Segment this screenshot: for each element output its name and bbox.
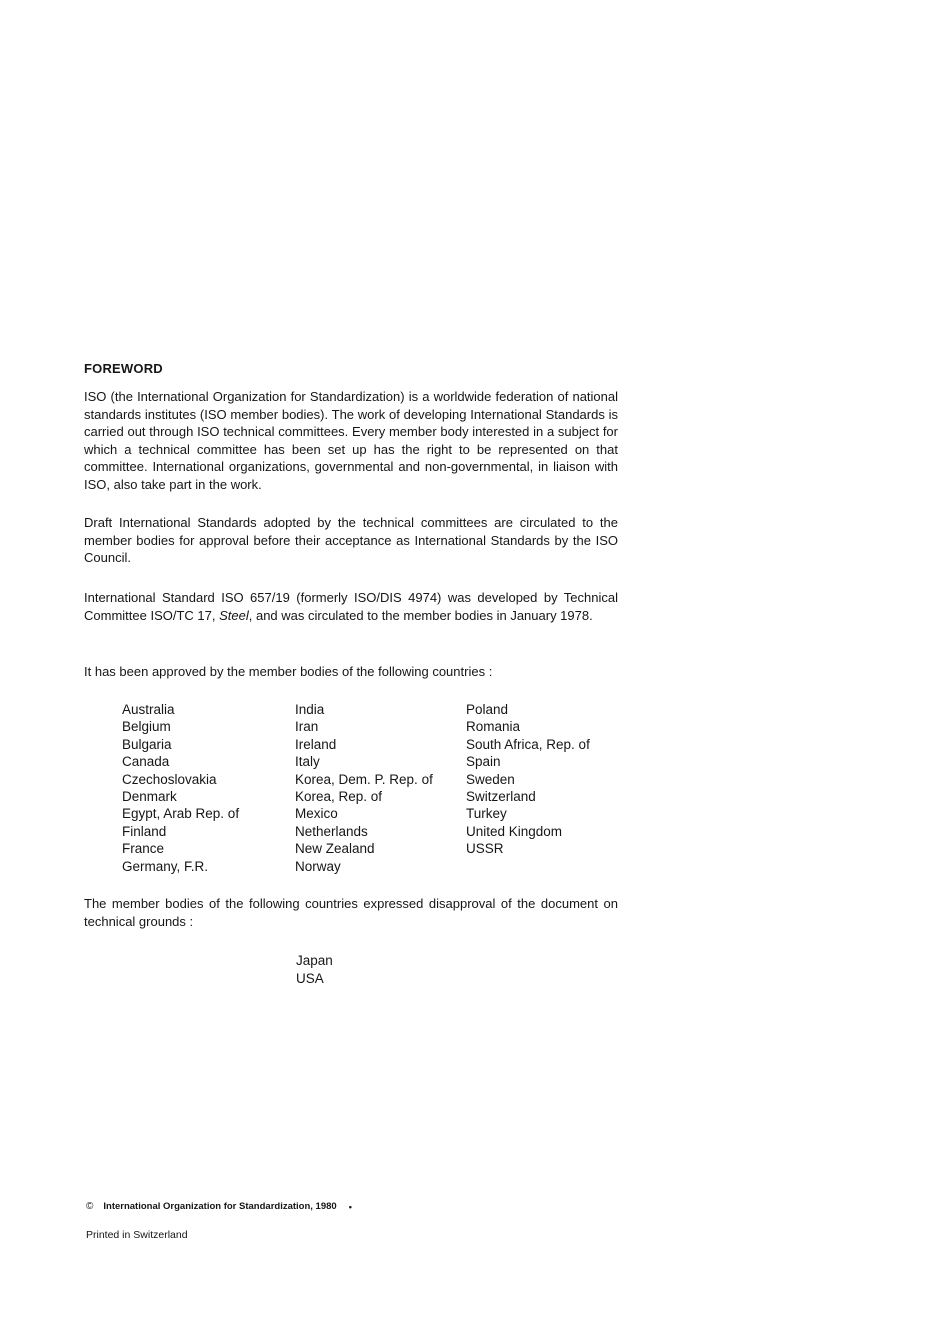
list-item: Japan: [296, 953, 333, 968]
list-item: Spain: [466, 754, 501, 770]
list-item: Czechoslovakia: [122, 771, 217, 787]
list-item: Netherlands: [295, 823, 368, 839]
copyright-icon: ©: [86, 1201, 94, 1212]
approved-countries-column-2: [295, 701, 433, 875]
committee-name-italic: Steel: [219, 607, 249, 623]
list-item: Iran: [295, 719, 319, 735]
list-item: Poland: [466, 702, 509, 717]
list-item: Norway: [295, 858, 341, 874]
printed-location: Printed in Switzerland: [86, 1229, 188, 1241]
list-item: Canada: [122, 754, 170, 770]
list-item: Korea, Dem. P. Rep. of: [295, 771, 433, 787]
list-item: France: [122, 841, 165, 857]
bullet-icon: •: [348, 1201, 352, 1212]
list-item: Belgium: [122, 719, 171, 735]
page-title: FOREWORD: [84, 361, 163, 376]
list-item: Sweden: [466, 771, 515, 787]
approved-countries-column-3: [466, 701, 590, 858]
list-item: Finland: [122, 823, 167, 839]
list-item: Korea, Rep. of: [295, 789, 383, 805]
disapproval-intro: The member bodies of the following countries expressed disapproval of the document on technical grounds :: [84, 896, 618, 929]
copyright-text: International Organization for Standardization, 1980: [103, 1201, 337, 1212]
list-item: Romania: [466, 719, 521, 735]
foreword-paragraph-1: ISO (the International Organization for Standardization) is a worldwide federation of national standards institutes (ISO member bodies). The work of developing International Standards is carried out through ISO technical committees. Every member body interested in a subject for which a technical committee has been set up has the right to be represented on that committee. International organizations, governmental and non-governmental, in liaison with ISO, also take part in the work.: [84, 389, 618, 492]
list-item: USA: [296, 971, 324, 986]
list-item: New Zealand: [295, 841, 375, 857]
approval-intro: It has been approved by the member bodies of the following countries :: [84, 664, 493, 679]
paragraph-3-text-end: , and was circulated to the member bodies in January 1978.: [248, 607, 593, 623]
foreword-paragraph-3: [84, 589, 618, 624]
list-item: Mexico: [295, 806, 338, 822]
list-item: Egypt, Arab Rep. of: [122, 806, 240, 822]
disapproved-countries-list: [296, 952, 333, 988]
list-item: Germany, F.R.: [122, 858, 209, 874]
list-item: India: [295, 702, 325, 717]
list-item: United Kingdom: [466, 823, 563, 839]
list-item: Italy: [295, 754, 320, 770]
list-item: Bulgaria: [122, 736, 172, 752]
approved-countries-column-1: [122, 701, 239, 875]
list-item: Denmark: [122, 789, 177, 805]
list-item: USSR: [466, 841, 504, 857]
list-item: South Africa, Rep. of: [466, 736, 590, 752]
copyright-line: [86, 1201, 352, 1212]
list-item: Turkey: [466, 806, 507, 822]
list-item: Australia: [122, 702, 175, 717]
list-item: Ireland: [295, 736, 337, 752]
paragraph-3-text-start: International Standard ISO 657/19 (formerly ISO/DIS 4974) was developed by Technical Committee ISO/TC 17,: [84, 590, 618, 623]
list-item: Switzerland: [466, 789, 536, 805]
foreword-paragraph-2: Draft International Standards adopted by the technical committees are circulated to the member bodies for approval before their acceptance as International Standards by the ISO Council.: [84, 515, 618, 565]
